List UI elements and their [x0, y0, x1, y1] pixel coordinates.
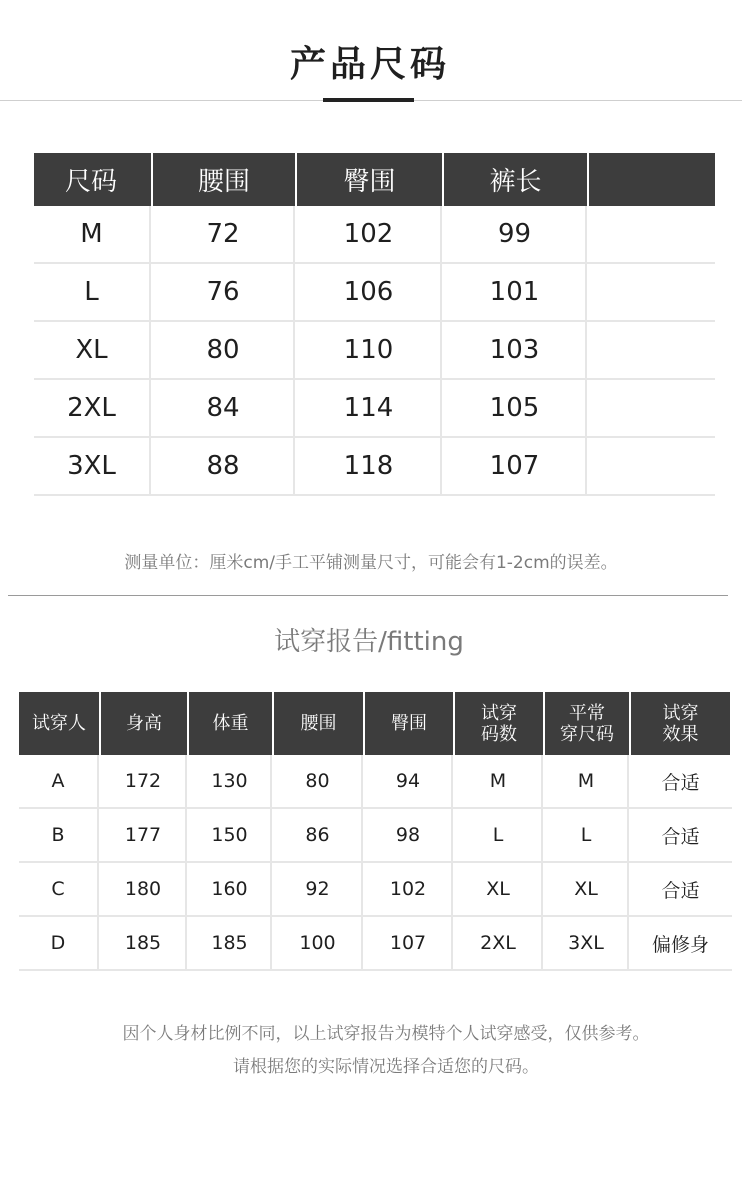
table-row [19, 809, 732, 863]
fitting-table [19, 692, 732, 971]
fit-effect-cell: 合适 [661, 879, 700, 902]
length-cell: 99 [444, 206, 587, 262]
size-cell: 3XL [34, 438, 151, 494]
hip-cell: 107 [365, 917, 453, 969]
hip-cell: 118 [297, 438, 442, 494]
advice-note: 请根据您的实际情况选择合适您的尺码。 [233, 1057, 539, 1077]
weight-cell: 130 [189, 755, 272, 807]
size-cell: 2XL [34, 380, 151, 436]
size-cell: XL [34, 322, 151, 378]
tester-cell: D [19, 917, 99, 969]
length-cell: 103 [444, 322, 587, 378]
height-cell: 172 [101, 755, 187, 807]
table-row [19, 917, 732, 971]
hip-cell: 110 [297, 322, 442, 378]
table-row [19, 863, 732, 917]
waist-cell: 86 [274, 809, 363, 861]
empty-cell [589, 322, 715, 378]
size-cell: M [34, 206, 151, 262]
waist-cell: 92 [274, 863, 363, 915]
weight-cell: 185 [189, 917, 272, 969]
hip-cell: 94 [365, 755, 453, 807]
fit-effect-cell: 偏修身 [651, 933, 709, 956]
weight-cell: 150 [189, 809, 272, 861]
table-row [34, 264, 715, 322]
size-table-header [34, 153, 715, 206]
hip-col-header: 臀围 [365, 692, 453, 755]
hip-cell: 106 [297, 264, 442, 320]
table-row [34, 380, 715, 438]
tried-size-cell: XL [455, 863, 543, 915]
length-cell: 101 [444, 264, 587, 320]
weight-cell: 160 [189, 863, 272, 915]
tester-col-header: 试穿人 [19, 692, 99, 755]
usual-size-col-header: 平常 穿尺码 [545, 692, 629, 755]
waist-cell: 80 [153, 322, 295, 378]
usual-size-cell: L [545, 809, 629, 861]
tester-cell: C [19, 863, 99, 915]
empty-col-header [589, 153, 715, 206]
hip-cell: 102 [297, 206, 442, 262]
waist-col-header: 腰围 [153, 153, 295, 206]
weight-col-header: 体重 [189, 692, 272, 755]
empty-cell [589, 264, 715, 320]
empty-cell [589, 438, 715, 494]
empty-cell [589, 380, 715, 436]
height-cell: 185 [101, 917, 187, 969]
section-divider [8, 595, 728, 596]
fit-effect-cell: 合适 [661, 771, 700, 794]
table-row [34, 438, 715, 496]
tester-cell: B [19, 809, 99, 861]
fitting-report-title: 试穿报告/fitting [274, 627, 464, 657]
length-cell: 105 [444, 380, 587, 436]
waist-cell: 84 [153, 380, 295, 436]
tried-size-cell: L [455, 809, 543, 861]
size-table [34, 153, 715, 496]
waist-cell: 72 [153, 206, 295, 262]
height-cell: 180 [101, 863, 187, 915]
height-col-header: 身高 [101, 692, 187, 755]
waist-col-header: 腰围 [274, 692, 363, 755]
table-row [19, 755, 732, 809]
fit-effect-cell: 合适 [661, 825, 700, 848]
empty-cell [589, 206, 715, 262]
hip-cell: 98 [365, 809, 453, 861]
usual-size-cell: 3XL [545, 917, 629, 969]
fit-effect-col-header: 试穿 效果 [631, 692, 730, 755]
title-underline [323, 98, 414, 102]
fitting-table-header [19, 692, 732, 755]
tried-size-cell: 2XL [455, 917, 543, 969]
length-cell: 107 [444, 438, 587, 494]
table-row [34, 206, 715, 264]
hip-cell: 102 [365, 863, 453, 915]
size-col-header: 尺码 [34, 153, 151, 206]
tried-size-cell: M [455, 755, 543, 807]
length-col-header: 裤长 [444, 153, 587, 206]
height-cell: 177 [101, 809, 187, 861]
waist-cell: 88 [153, 438, 295, 494]
waist-cell: 100 [274, 917, 363, 969]
tester-cell: A [19, 755, 99, 807]
table-row [34, 322, 715, 380]
hip-cell: 114 [297, 380, 442, 436]
tried-size-col-header: 试穿 码数 [455, 692, 543, 755]
hip-col-header: 臀围 [297, 153, 442, 206]
usual-size-cell: XL [545, 863, 629, 915]
measurement-note: 测量单位：厘米cm/手工平铺测量尺寸，可能会有1-2cm的误差。 [124, 553, 618, 573]
waist-cell: 80 [274, 755, 363, 807]
disclaimer-note: 因个人身材比例不同，以上试穿报告为模特个人试穿感受，仅供参考。 [122, 1024, 650, 1044]
usual-size-cell: M [545, 755, 629, 807]
size-cell: L [34, 264, 151, 320]
page-title: 产品尺码 [289, 44, 450, 85]
waist-cell: 76 [153, 264, 295, 320]
